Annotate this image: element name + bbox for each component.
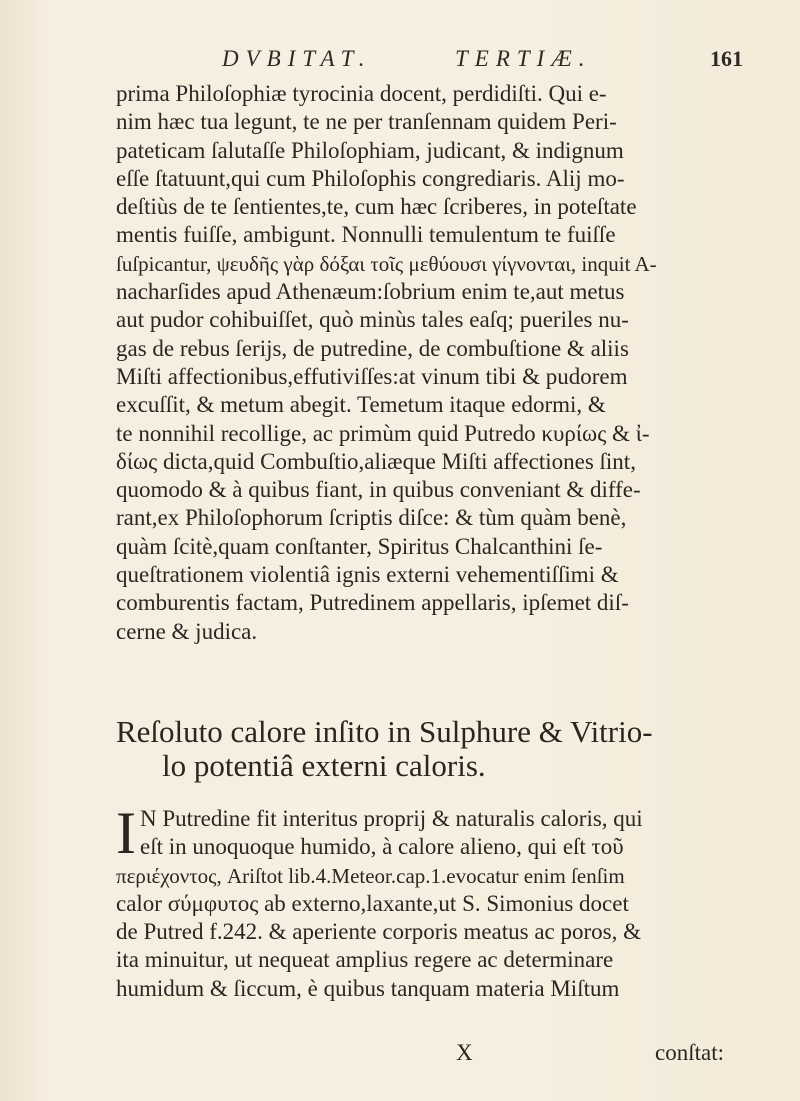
text-line: de Putred f.242. & aperiente corporis meatus ac poros, & [116,919,642,945]
running-title-left: DVBITAT. [222,46,372,71]
running-header [0,46,800,78]
text-line: deſtiùs de te ſentientes,te, cum hæc ſcriberes, in poteſtate [116,194,637,220]
text-line: ita minuitur, ut nequeat amplius regere ac determinare [116,947,614,973]
text-line: δίως dicta,quid Combuſtio,aliæque Miſti affectiones ſint, [116,448,636,474]
text-line: te nonnihil recollige, ac primùm quid Putredo κυρίως & ἰ- [116,420,650,446]
text-line: excuſſit, & metum abegit. Temetum itaque edormi, & [116,392,606,418]
catchword: conſtat: [655,1040,724,1065]
page-number: 161 [710,46,743,71]
text-line: cerne & judica. [116,618,258,644]
heading-line-2: lo potentiâ externi caloris. [162,748,486,783]
text-line: gas de rebus ſerijs, de putredine, de combuſtione & aliis [116,335,629,361]
text-line: N Putredine fit interitus proprij & naturalis caloris, qui [139,806,643,831]
section-paragraph [116,800,756,1003]
text-line: περιέχοντος, Ariſtot lib.4.Meteor.cap.1.evocatur enim ſenſim [116,863,625,888]
text-line: nim hæc tua legunt, te ne per tranſennam quidem Peri- [116,109,617,135]
text-line: comburentis factam, Putredinem appellaris, ipſemet diſ- [116,590,629,616]
text-line: Miſti affectionibus,effutiviſſes:at vinum tibi & pudorem [116,363,628,389]
text-line: eſt in unoquoque humido, à calore alieno, qui eſt τοῦ [139,834,624,860]
text-line: eſſe ſtatuunt,qui cum Philoſophis congrediaris. Alij mo- [116,165,625,191]
text-line: mentis fuiſſe, ambigunt. Nonnulli temulentum te fuiſſe [116,222,616,248]
section-heading [116,715,756,783]
drop-capital: I [116,800,136,866]
text-line: quàm ſcitè,quam conſtanter, Spiritus Chalcanthini ſe- [116,533,603,559]
text-line: prima Philoſophiæ tyrocinia docent, perdidiſti. Qui e- [116,81,607,106]
heading-line-1: Reſoluto calore inſito in Sulphure & Vitrio- [116,714,653,749]
text-line: queſtrationem violentiâ ignis externi vehementiſſimi & [116,562,619,588]
text-line: pateticam ſalutaſſe Philoſophiam, judicant, & indignum [116,137,624,163]
text-line: quomodo & à quibus fiant, in quibus conveniant & diffe- [116,477,641,503]
text-line: calor σύμφυτος ab externo,laxante,ut S. Simonius docet [116,890,629,916]
text-line: aut pudor cohibuiſſet, quò minùs tales eaſq; pueriles nu- [116,307,629,333]
running-title-right: TERTIÆ. [455,46,592,71]
text-line: nacharſides apud Athenæum:ſobrium enim te,aut metus [116,279,625,305]
paragraph [116,80,756,646]
text-line: humidum & ſiccum, è quibus tanquam materia Miſtum [116,975,620,1001]
text-line: ſuſpicantur, ψευδῆς γὰρ δόξαι τοῖς μεθύουσι γίγνονται, inquit A- [116,251,657,276]
text-line: rant,ex Philoſophorum ſcriptis diſce: & tùm quàm benè, [116,505,627,531]
signature-mark: X [456,1040,473,1065]
